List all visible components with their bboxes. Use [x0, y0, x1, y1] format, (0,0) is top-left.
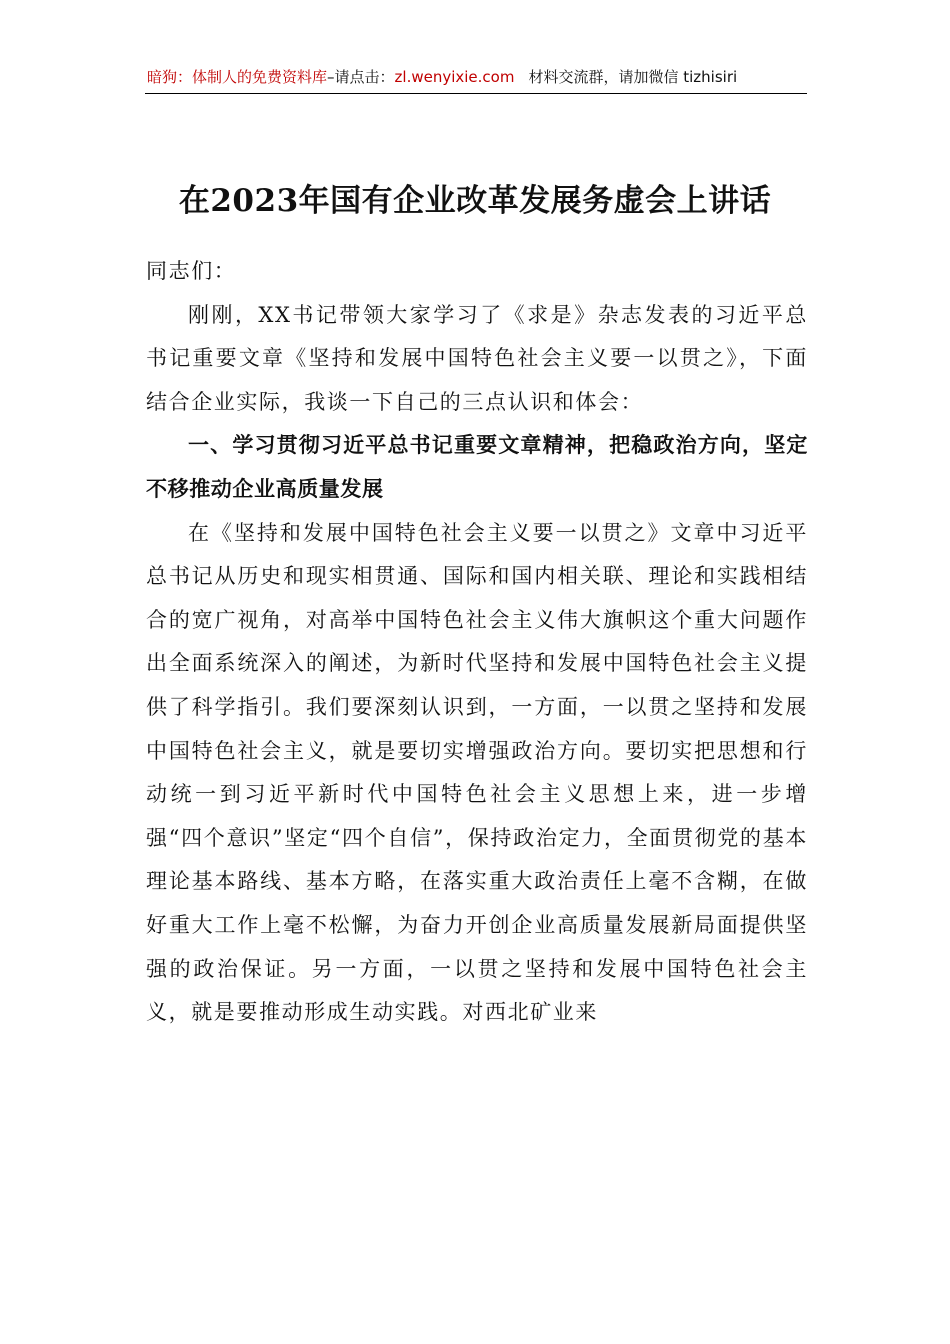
salutation: 同志们：: [146, 259, 237, 283]
body-paragraph: 在《坚持和发展中国特色社会主义要一以贯之》文章中习近平总书记从历史和现实相贯通、国际和国内相关联、理论和实践相结合的宽广视角，对高举中国特色社会主义伟大旗帜这个重大问题作出全面系统深入的阐述，为新时代坚持和发展中国特色社会主义提供了科学指引。我们要深刻认识到，一方面，一以贯之坚持和发展中国特色社会主义，就是要切实增强政治方向。要切实把思想和行动统一到习近平新时代中国特色社会主义思想上来，进一步增强“四个意识”坚定“四个自信”，保持政治定力，全面贯彻党的基本理论基本路线、基本方略，在落实重大政治责任上毫不含糊，在做好重大工作上毫不松懈，为奋力开创企业高质量发展新局面提供坚强的政治保证。另一方面，一以贯之坚持和发展中国特色社会主义，就是要推动形成生动实践。对西北矿业来: [146, 520, 808, 1025]
header-url-link[interactable]: zl.wenyixie.com: [394, 68, 515, 86]
page-header: [147, 66, 807, 88]
header-wechat-note: 材料交流群，请加微信 tizhisiri: [528, 68, 738, 86]
header-divider: [145, 93, 807, 94]
intro-paragraph: 刚刚，XX书记带领大家学习了《求是》杂志发表的习近平总书记重要文章《坚持和发展中国特色社会主义要一以贯之》，下面结合企业实际，我谈一下自己的三点认识和体会：: [146, 302, 808, 414]
header-click-label: –请点击：: [327, 68, 395, 86]
document-body: [146, 250, 808, 1035]
document-title: 在2023年国有企业改革发展务虚会上讲话: [178, 183, 772, 219]
header-brand: 暗狗：体制人的免费资料库: [147, 68, 328, 86]
section-heading: 一、学习贯彻习近平总书记重要文章精神，把稳政治方向，坚定不移推动企业高质量发展: [146, 433, 808, 501]
